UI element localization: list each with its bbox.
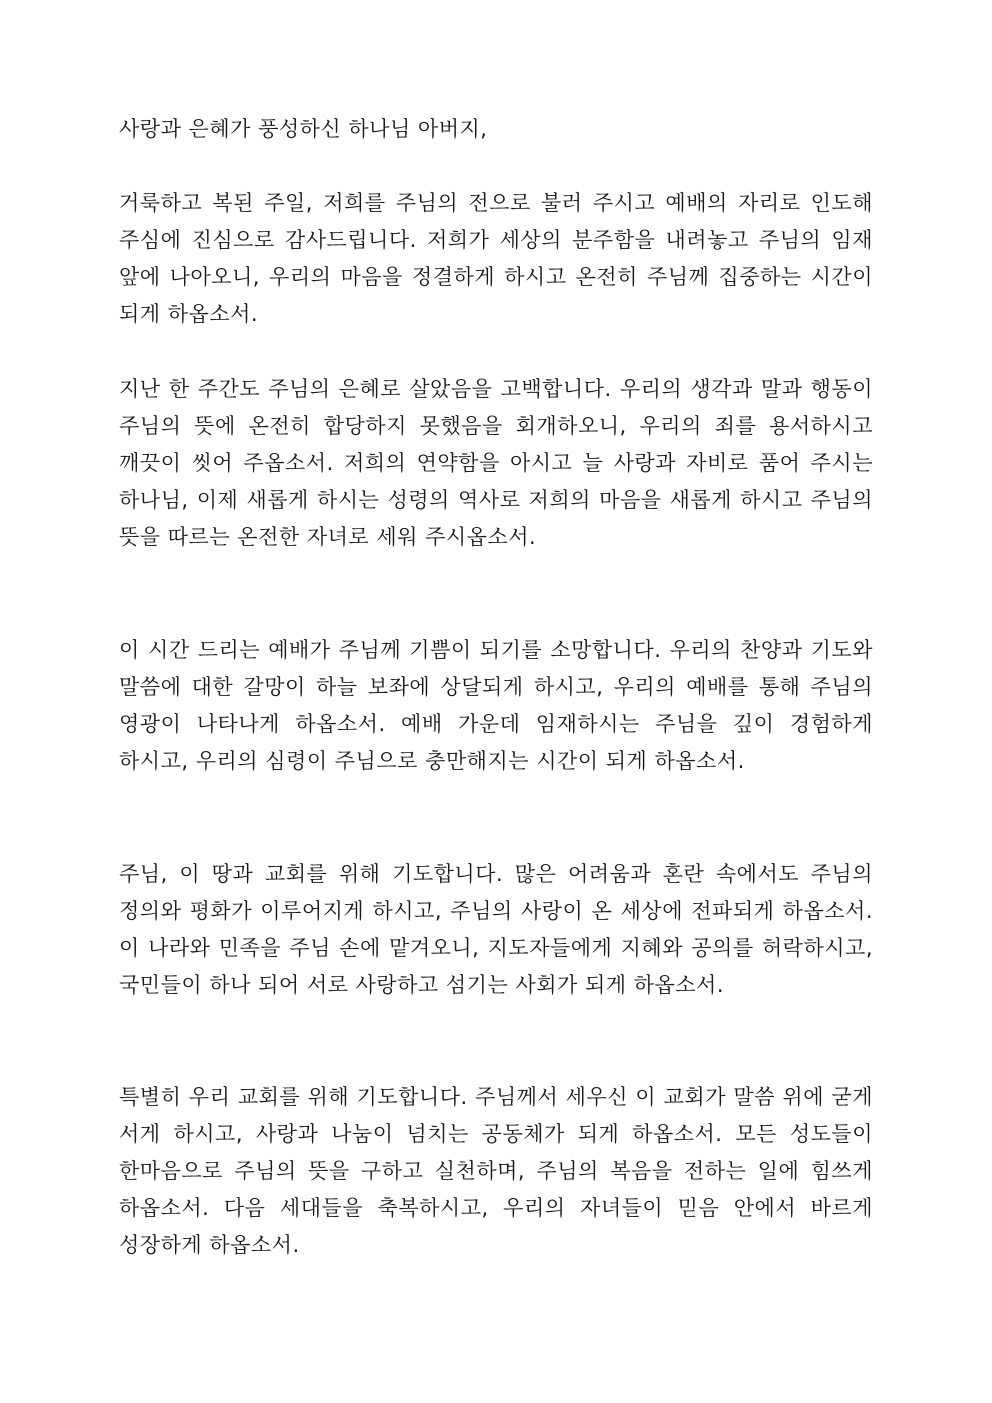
salutation-paragraph: 사랑과 은혜가 풍성하신 하나님 아버지,: [119, 117, 488, 141]
worship-paragraph: 이 시간 드리는 예배가 주님께 기쁨이 되기를 소망합니다. 우리의 찬양과 기도와 말씀에 대한 갈망이 하늘 보좌에 상달되게 하시고, 우리의 예배를 통해 주님의 영광이 나타나게 하옵소서. 예배 가운데 임재하시는 주님을 깊이 경험하게 하시고, 우리의 심령이 주님으로 충만해지는 시간이 되게 하옵소서.: [119, 638, 873, 773]
congregation-paragraph: 특별히 우리 교회를 위해 기도합니다. 주님께서 세우신 이 교회가 말씀 위에 굳게 서게 하시고, 사랑과 나눔이 넘치는 공동체가 되게 하옵소서. 모든 성도들이 한마음으로 주님의 뜻을 구하고 실천하며, 주님의 복음을 전하는 일에 힘쓰게 하옵소서. 다음 세대들을 축복하시고, 우리의 자녀들이 믿음 안에서 바르게 성장하게 하옵소서.: [119, 1085, 873, 1257]
thanksgiving-paragraph: 거룩하고 복된 주일, 저희를 주님의 전으로 불러 주시고 예배의 자리로 인도해 주심에 진심으로 감사드립니다. 저희가 세상의 분주함을 내려놓고 주님의 임재 앞에 나아오니, 우리의 마음을 정결하게 하시고 온전히 주님께 집중하는 시간이 되게 하옵소서.: [119, 191, 873, 326]
nation-church-paragraph: 주님, 이 땅과 교회를 위해 기도합니다. 많은 어려움과 혼란 속에서도 주님의 정의와 평화가 이루어지게 하시고, 주님의 사랑이 온 세상에 전파되게 하옵소서. 이 나라와 민족을 주님 손에 맡겨오니, 지도자들에게 지혜와 공의를 허락하시고, 국민들이 하나 되어 서로 사랑하고 섬기는 사회가 되게 하옵소서.: [119, 862, 873, 997]
confession-paragraph: 지난 한 주간도 주님의 은혜로 살았음을 고백합니다. 우리의 생각과 말과 행동이 주님의 뜻에 온전히 합당하지 못했음을 회개하오니, 우리의 죄를 용서하시고 깨끗이 씻어 주옵소서. 저희의 연약함을 아시고 늘 사랑과 자비로 품어 주시는 하나님, 이제 새롭게 하시는 성령의 역사로 저희의 마음을 새롭게 하시고 주님의 뜻을 따르는 온전한 자녀로 세워 주시옵소서.: [119, 377, 873, 549]
